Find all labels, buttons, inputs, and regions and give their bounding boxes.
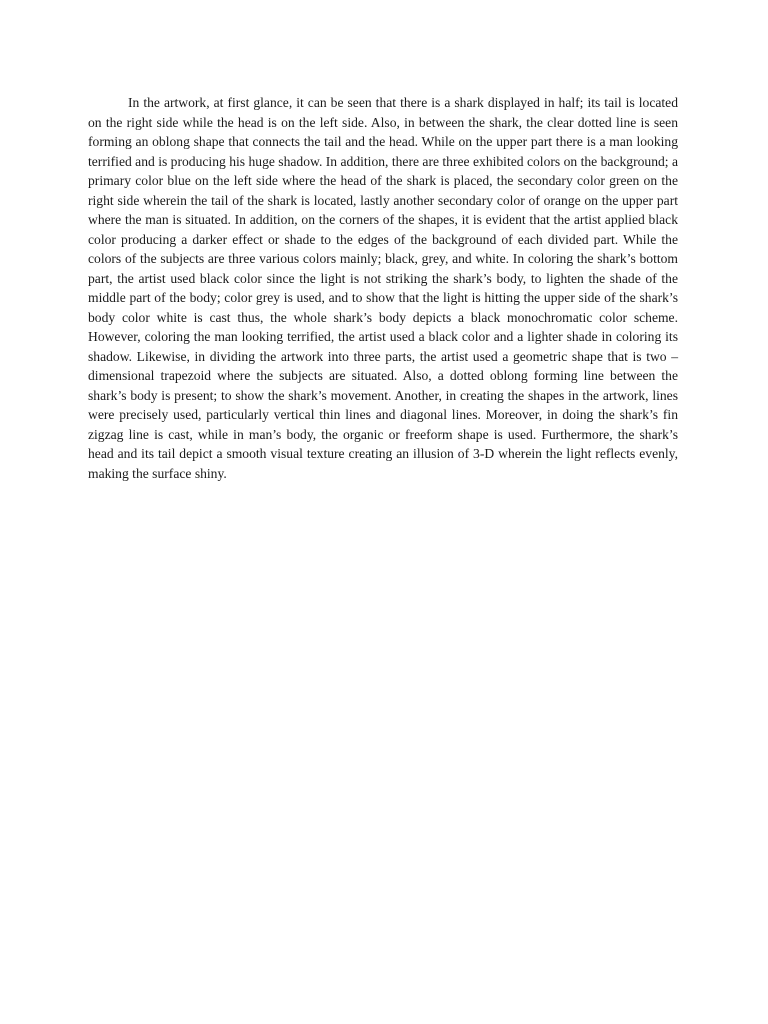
body-paragraph: In the artwork, at first glance, it can be seen that there is a shark displayed in half; its tail is located on the right side while the head is on the left side. Also, in between the shark, the clear dotted line is seen forming an oblong shape that connects the tail and the head. While on the upper part there is a man looking terrified and is producing his huge shadow. In addition, there are three exhibited colors on the background; a primary color blue on the left side where the head of the shark is placed, the secondary color green on the right side wherein the tail of the shark is located, lastly another secondary color of orange on the upper part where the man is situated. In addition, on the corners of the shapes, it is evident that the artist applied black color producing a darker effect or shade to the edges of the background of each divided part. While the colors of the subjects are three various colors mainly; black, grey, and white. In coloring the shark’s bottom part, the artist used black color since the light is not striking the shark’s body, to lighten the shade of the middle part of the body; color grey is used, and to show that the light is hitting the upper side of the shark’s body color white is cast thus, the whole shark’s body depicts a black monochromatic color scheme. However, coloring the man looking terrified, the artist used a black color and a lighter shade in coloring its shadow. Likewise, in dividing the artwork into three parts, the artist used a geometric shape that is two – dimensional trapezoid where the subjects are situated. Also, a dotted oblong forming line between the shark’s body is present; to show the shark’s movement. Another, in creating the shapes in the artwork, lines were precisely used, particularly vertical thin lines and diagonal lines. Moreover, in doing the shark’s fin zigzag line is cast, while in man’s body, the organic or freeform shape is used. Furthermore, the shark’s head and its tail depict a smooth visual texture creating an illusion of 3-D wherein the light reflects evenly, making the surface shiny.: [88, 95, 678, 481]
